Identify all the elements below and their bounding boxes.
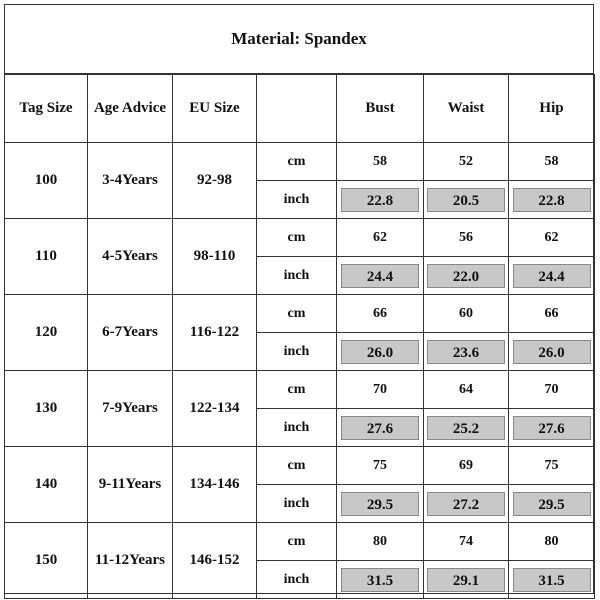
- bust-inch-cell: [337, 561, 424, 599]
- header-age-advice: Age Advice: [88, 75, 173, 143]
- age-advice-cell: 7-9Years: [88, 371, 173, 447]
- bust-inch-cell: [337, 181, 424, 219]
- age-advice-cell: 9-11Years: [88, 447, 173, 523]
- header-tag-size: Tag Size: [5, 75, 88, 143]
- table-row: [5, 143, 595, 181]
- waist-inch-cell: [424, 181, 509, 219]
- tag-size-cell: 100: [5, 143, 88, 219]
- bust-inch-cell: [337, 409, 424, 447]
- unit-inch-cell: inch: [257, 181, 337, 219]
- waist-inch-cell: [424, 561, 509, 599]
- table-row: [5, 219, 595, 257]
- size-table: [4, 74, 595, 599]
- eu-size-cell: 146-152: [173, 523, 257, 599]
- waist-inch-cell: [424, 333, 509, 371]
- hip-cm-cell: 70: [509, 371, 595, 409]
- bust-cm-cell: 70: [337, 371, 424, 409]
- unit-inch-cell: inch: [257, 561, 337, 599]
- hip-inch-cell: [509, 181, 595, 219]
- waist-cm-cell: 56: [424, 219, 509, 257]
- bust-cm-cell: 80: [337, 523, 424, 561]
- waist-inch-value: 20.5: [427, 188, 505, 212]
- bust-inch-value: 31.5: [341, 568, 419, 592]
- hip-inch-value: 31.5: [513, 568, 591, 592]
- tag-size-cell: 150: [5, 523, 88, 599]
- waist-cm-cell: 52: [424, 143, 509, 181]
- unit-cm-cell: cm: [257, 523, 337, 561]
- age-advice-cell: 3-4Years: [88, 143, 173, 219]
- unit-cm-cell: cm: [257, 295, 337, 333]
- hip-inch-value: 26.0: [513, 340, 591, 364]
- tag-size-cell: 140: [5, 447, 88, 523]
- waist-inch-value: 25.2: [427, 416, 505, 440]
- bust-inch-value: 26.0: [341, 340, 419, 364]
- unit-cm-cell: cm: [257, 143, 337, 181]
- eu-size-cell: 92-98: [173, 143, 257, 219]
- eu-size-cell: 116-122: [173, 295, 257, 371]
- chart-title: Material: Spandex: [4, 4, 594, 74]
- hip-inch-cell: [509, 257, 595, 295]
- unit-cm-cell: cm: [257, 447, 337, 485]
- hip-cm-cell: 62: [509, 219, 595, 257]
- eu-size-cell: 122-134: [173, 371, 257, 447]
- age-advice-cell: 6-7Years: [88, 295, 173, 371]
- age-advice-cell: 4-5Years: [88, 219, 173, 295]
- bust-cm-cell: 75: [337, 447, 424, 485]
- header-hip: Hip: [509, 75, 595, 143]
- waist-inch-value: 23.6: [427, 340, 505, 364]
- unit-inch-cell: inch: [257, 333, 337, 371]
- age-advice-cell: 11-12Years: [88, 523, 173, 599]
- tag-size-cell: 110: [5, 219, 88, 295]
- hip-cm-cell: 66: [509, 295, 595, 333]
- bust-inch-cell: [337, 333, 424, 371]
- eu-size-cell: 98-110: [173, 219, 257, 295]
- waist-inch-cell: [424, 257, 509, 295]
- waist-inch-value: 27.2: [427, 492, 505, 516]
- bust-cm-cell: 62: [337, 219, 424, 257]
- header-row: [5, 75, 595, 143]
- waist-cm-cell: 74: [424, 523, 509, 561]
- hip-inch-value: 29.5: [513, 492, 591, 516]
- eu-size-cell: 134-146: [173, 447, 257, 523]
- hip-inch-cell: [509, 561, 595, 599]
- unit-cm-cell: cm: [257, 371, 337, 409]
- hip-inch-value: 27.6: [513, 416, 591, 440]
- bust-inch-value: 29.5: [341, 492, 419, 516]
- waist-inch-value: 22.0: [427, 264, 505, 288]
- bust-inch-cell: [337, 485, 424, 523]
- table-row: [5, 295, 595, 333]
- bust-inch-value: 22.8: [341, 188, 419, 212]
- hip-inch-cell: [509, 409, 595, 447]
- header-waist: Waist: [424, 75, 509, 143]
- bust-inch-cell: [337, 257, 424, 295]
- waist-cm-cell: 69: [424, 447, 509, 485]
- unit-inch-cell: inch: [257, 257, 337, 295]
- hip-inch-value: 24.4: [513, 264, 591, 288]
- hip-inch-value: 22.8: [513, 188, 591, 212]
- hip-cm-cell: 80: [509, 523, 595, 561]
- hip-inch-cell: [509, 333, 595, 371]
- header-bust: Bust: [337, 75, 424, 143]
- unit-cm-cell: cm: [257, 219, 337, 257]
- bust-cm-cell: 66: [337, 295, 424, 333]
- table-row: [5, 447, 595, 485]
- table-row: [5, 371, 595, 409]
- bust-cm-cell: 58: [337, 143, 424, 181]
- bust-inch-value: 24.4: [341, 264, 419, 288]
- unit-inch-cell: inch: [257, 485, 337, 523]
- table-body: [5, 143, 595, 599]
- tag-size-cell: 120: [5, 295, 88, 371]
- table-row: [5, 523, 595, 561]
- hip-cm-cell: 75: [509, 447, 595, 485]
- header-eu-size: EU Size: [173, 75, 257, 143]
- waist-inch-value: 29.1: [427, 568, 505, 592]
- waist-cm-cell: 60: [424, 295, 509, 333]
- unit-inch-cell: inch: [257, 409, 337, 447]
- waist-cm-cell: 64: [424, 371, 509, 409]
- waist-inch-cell: [424, 485, 509, 523]
- waist-inch-cell: [424, 409, 509, 447]
- hip-inch-cell: [509, 485, 595, 523]
- hip-cm-cell: 58: [509, 143, 595, 181]
- header-unit: [257, 75, 337, 143]
- bust-inch-value: 27.6: [341, 416, 419, 440]
- tag-size-cell: 130: [5, 371, 88, 447]
